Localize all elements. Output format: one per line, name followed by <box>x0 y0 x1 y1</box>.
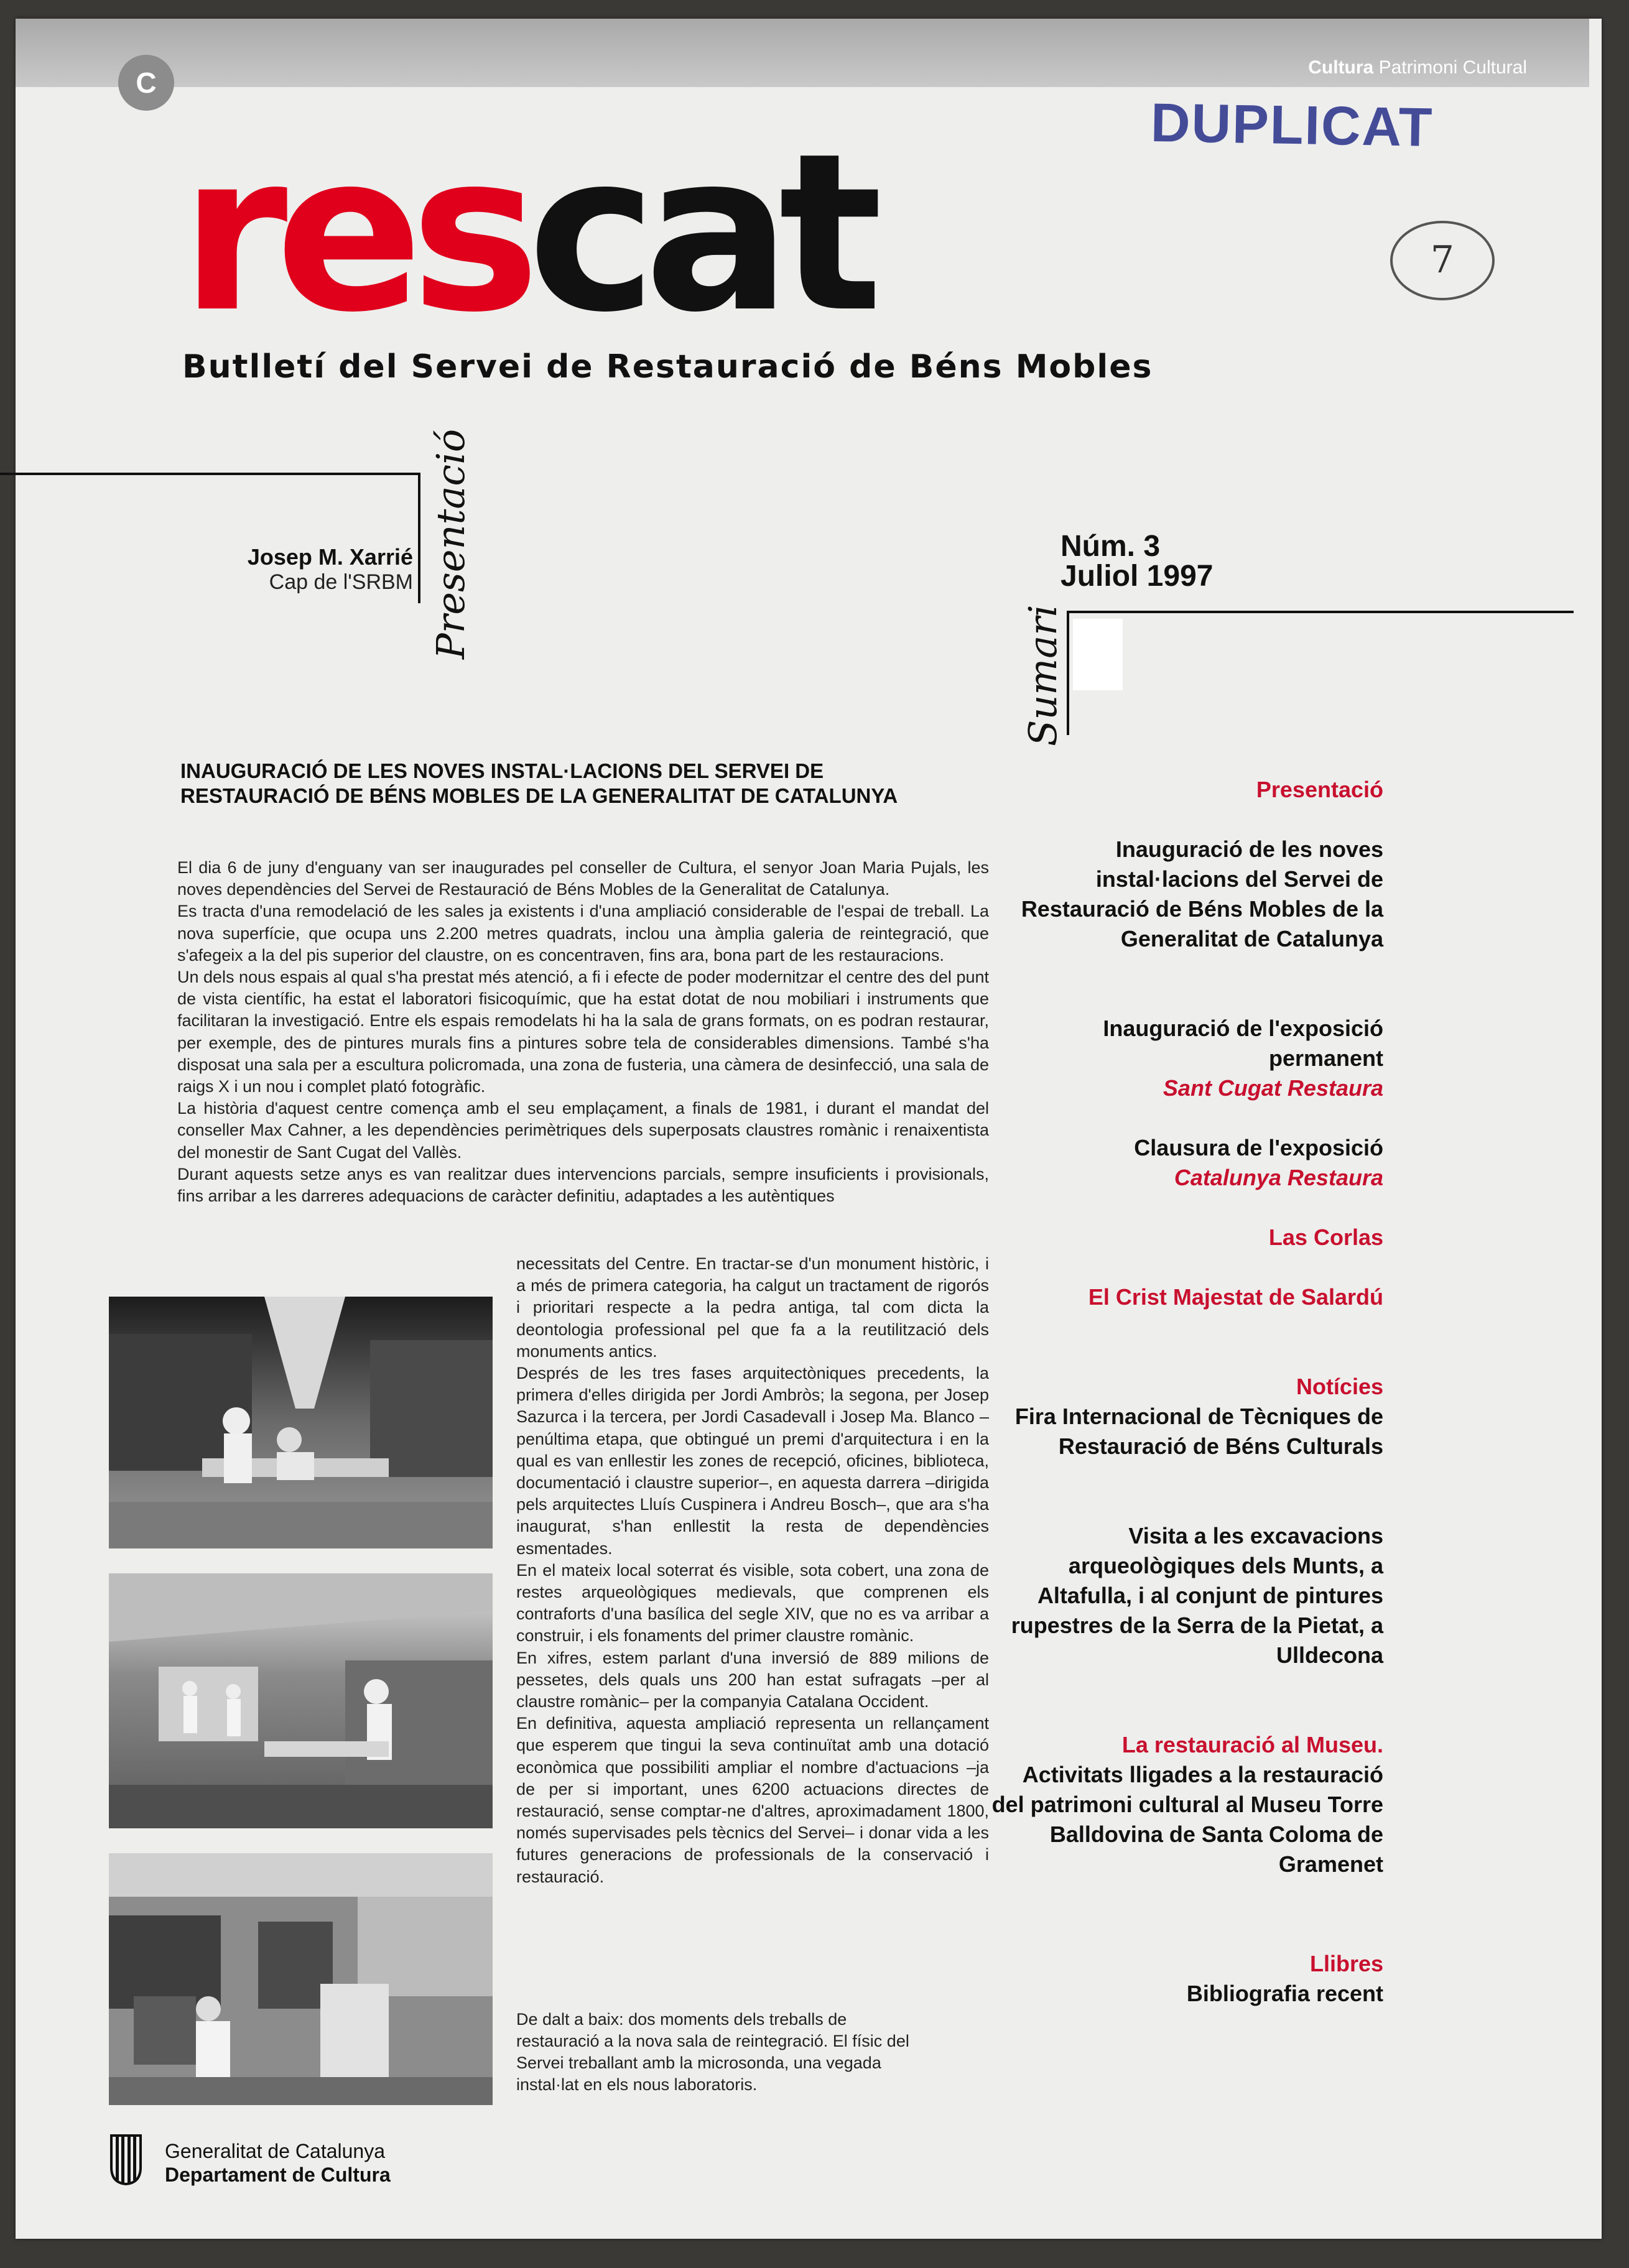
presentacio-section-label: Presentació <box>428 428 473 659</box>
article-body-right <box>516 1253 989 1888</box>
toc-item-presentacio[interactable]: Presentació <box>1256 777 1383 802</box>
photo-caption: De dalt a baix: dos moments dels treballs de restauració a la nova sala de reintegració. El físic del Servei treballant amb la microsonda, una vegada instal·lat en els nous laboratoris. <box>516 2010 909 2094</box>
toc-item-restauracio-museu[interactable]: La restauració al Museu. Activitats lligades a la restauració del patrimoni cultural al Museu Torre Balldovina de Santa Coloma de Gramenet <box>991 1732 1383 1877</box>
divider-rule <box>418 473 420 603</box>
toc-item-excavacions[interactable]: Visita a les excavacions arqueològiques dels Munts, a Altafulla, i al conjunt de pintures rupestres de la Serra de la Pietat, a Ulldecona <box>1011 1523 1383 1668</box>
paragraph: necessitats del Centre. En tractar-se d'un monument històric, i a més de primera categoria, ha calgut un tractament de rigorós i prioritari respecte a la pedra antiga, tal com dicta la deontologia professional pel que fa a la reutilització dels monuments antics. <box>516 1254 989 1361</box>
sumari-section-label: Sumari <box>1020 604 1065 746</box>
paragraph: En definitiva, aquesta ampliació representa un rellançament que esperem que tingui la seva continuïtat amb una dotació econòmica que possibiliti ampliar el nombre d'actuacions –ja de per si important, unes 6200 actuacions directes de restauració, sense comptar-ne d'altres, aproximadament 1800, només supervisades pels tècnics del Servei– i donar vida a les futures generacions de professionals de la conservació i restauració. <box>516 1714 989 1886</box>
author-role: Cap de l'SRBM <box>269 570 413 594</box>
newsletter-subtitle: Butlletí del Servei de Restauració de Béns Mobles <box>182 348 1153 386</box>
masthead-logo <box>180 106 871 360</box>
footer-line-2: Departament de Cultura <box>165 2164 391 2186</box>
masthead-red-part: res <box>180 106 528 360</box>
paragraph: Un dels nous espais al qual s'ha prestat més atenció, a fi i efecte de poder modernitzar el centre des del punt de vista científic, ha estat el laboratori fisicoquímic, que ha estat dotat de nou mobiliari i instruments que facilitaran la investigació. Entre els espais remodelats hi ha la sala de grans formats, on es podran restaurar, per exemple, des de pintures murals fins a pintures sobre tela de considerables dimensions. També s'ha disposat una sala per a escultura policromada, una zona de fusteria, una càmera de desinfecció, una sala de raigs X i un nou i complet plató fotogràfic. <box>177 968 989 1096</box>
masthead-black-part: cat <box>527 106 871 360</box>
footer-publisher <box>165 2139 391 2187</box>
footer-line-1: Generalitat de Catalunya <box>165 2140 385 2162</box>
generalitat-logo-icon <box>109 2133 143 2186</box>
toc-item-llibres[interactable]: Llibres Bibliografia recent <box>1186 1951 1383 2006</box>
toc-item-crist-majestat[interactable]: El Crist Majestat de Salardú <box>1088 1284 1383 1310</box>
photo-restoration-room-1 <box>109 1297 493 1548</box>
toc-item-inauguracio-instal-lacions[interactable]: Inauguració de les noves instal·lacions del Servei de Restauració de Béns Mobles de la Generalitat de Catalunya <box>1021 836 1383 951</box>
paragraph: Es tracta d'una remodelació de les sales ja existents i d'una ampliació considerable de l'espai de treball. La nova superfície, que ocupa uns 2.200 metres quadrats, inclou una àmplia galeria de reintegració, que s'afegeix a la del pis superior del claustre, on es concentraven, fins ara, bona part de les restauracions. <box>177 902 989 965</box>
issue-date: Juliol 1997 <box>1060 560 1214 593</box>
toc-item-las-corlas[interactable]: Las Corlas <box>1268 1224 1383 1250</box>
top-gray-band <box>16 19 1589 87</box>
paragraph: Durant aquests setze anys es van realitzar dues intervencions parcials, sempre insuficients i provisionals, fins arribar a les darreres adequacions de caràcter definitiu, adaptades a les autèntiques <box>177 1164 989 1206</box>
article-headline: INAUGURACIÓ DE LES NOVES INSTAL·LACIONS DEL SERVEI DE RESTAURACIÓ DE BÉNS MOBLES DE LA GENERALITAT DE CATALUNYA <box>180 759 898 807</box>
toc-item-noticies[interactable]: Notícies Fira Internacional de Tècniques de Restauració de Béns Culturals <box>1014 1374 1383 1459</box>
duplicat-stamp: DUPLICAT <box>1150 91 1434 158</box>
toc-item-exposicio-permanent[interactable]: Inauguració de l'exposició permanent Sant Cugat Restaura <box>1103 1016 1383 1101</box>
author-block <box>248 544 413 595</box>
blank-box <box>1073 619 1123 690</box>
paragraph: El dia 6 de juny d'enguany van ser inaugurades pel conseller de Cultura, el senyor Joan Maria Pujals, les noves dependències del Servei de Restauració de Béns Mobles de la Generalitat de Catalunya. <box>177 858 989 899</box>
divider-rule <box>0 473 420 475</box>
circled-number: 7 <box>1390 221 1495 300</box>
author-name: Josep M. Xarrié <box>247 544 413 570</box>
toc-item-clausura-exposicio[interactable]: Clausura de l'exposició Catalunya Restaura <box>1134 1135 1383 1190</box>
photo-laboratory <box>109 1853 493 2105</box>
header-section-label: Cultura Patrimoni Cultural <box>1308 57 1527 78</box>
divider-rule <box>1067 611 1069 735</box>
paragraph: En xifres, estem parlant d'una inversió de 889 milions de pessetes, dels quals uns 200 han estat sufragats –per al claustre romànic– per la companyia Catalana Occident. <box>516 1648 989 1711</box>
photo-restoration-room-2 <box>109 1573 493 1828</box>
article-body-top <box>177 857 989 1207</box>
c-badge-icon: C <box>118 55 174 111</box>
issue-info <box>1060 532 1213 591</box>
paragraph: Després de les tres fases arquitectòniques precedents, la primera d'elles dirigida per Jordi Ambròs; la segona, per Josep Sazurca i la tercera, per Jordi Casadevall i Josep Ma. Blanco –penúltima etapa, que obtingué un premi d'arquitectura i en la qual es van enllestir les zones de recepció, oficines, biblioteca, documentació i claustre superior–, en aquesta darrera –dirigida pels arquitectes Lluís Cuspinera i Andreu Bosch–, que ara s'ha inaugurat, s'han enllestit la resta de dependències esmentades. <box>516 1364 989 1558</box>
divider-rule <box>1067 611 1574 613</box>
paragraph: En el mateix local soterrat és visible, sota cobert, una zona de restes arqueològiques medievals, que comprenen els contraforts d'una basílica del segle XIV, que no es va arribar a construir, i els fonaments del primer claustre romànic. <box>516 1560 989 1645</box>
issue-number: Núm. 3 <box>1060 530 1161 563</box>
paragraph: La història d'aquest centre comença amb el seu emplaçament, a finals de 1981, i durant el mandat del conseller Max Cahner, a les dependències perimètriques dels superposats claustres romànic i renaixentista del monestir de Sant Cugat del Vallès. <box>177 1099 989 1162</box>
